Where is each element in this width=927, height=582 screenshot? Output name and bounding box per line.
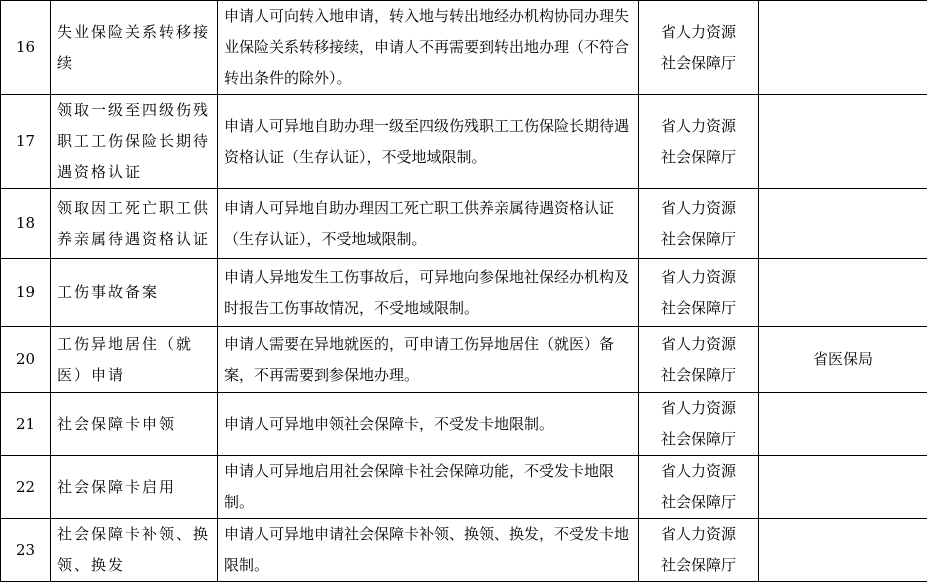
cooperating-agency <box>759 393 927 456</box>
agency-line: 社会保障厅 <box>639 424 758 455</box>
agency-line: 社会保障厅 <box>639 487 758 518</box>
cooperating-agency <box>759 1 927 95</box>
table-row <box>1 456 927 519</box>
item-name: 领取一级至四级伤残职工工伤保险长期待遇资格认证 <box>51 95 218 189</box>
table-row <box>1 519 927 582</box>
responsible-agency <box>639 1 759 95</box>
table-row <box>1 327 927 393</box>
responsible-agency <box>639 456 759 519</box>
table-row <box>1 189 927 259</box>
item-description: 申请人需要在异地就医的，可申请工伤异地居住（就医）备案，不再需要到参保地办理。 <box>218 327 639 393</box>
row-number: 18 <box>1 189 51 259</box>
item-description: 申请人可向转入地申请，转入地与转出地经办机构协同办理失业保险关系转移接续，申请人不再需要到转出地办理（不符合转出条件的除外）。 <box>218 1 639 95</box>
item-name: 社会保障卡启用 <box>51 456 218 519</box>
agency-line: 社会保障厅 <box>639 550 758 581</box>
cooperating-agency <box>759 189 927 259</box>
cooperating-agency: 省医保局 <box>759 327 927 393</box>
row-number: 19 <box>1 259 51 327</box>
item-description: 申请人异地发生工伤事故后，可异地向参保地社保经办机构及时报告工伤事故情况，不受地域限制。 <box>218 259 639 327</box>
agency-line: 省人力资源 <box>639 111 758 142</box>
item-name: 工伤事故备案 <box>51 259 218 327</box>
responsible-agency <box>639 95 759 189</box>
cooperating-agency <box>759 259 927 327</box>
agency-line: 社会保障厅 <box>639 224 758 255</box>
item-name: 工伤异地居住（就医）申请 <box>51 327 218 393</box>
row-number: 17 <box>1 95 51 189</box>
agency-line: 省人力资源 <box>639 393 758 424</box>
row-number: 20 <box>1 327 51 393</box>
item-description: 申请人可异地自助办理因工死亡职工供养亲属待遇资格认证（生存认证），不受地域限制。 <box>218 189 639 259</box>
agency-line: 省人力资源 <box>639 193 758 224</box>
item-description: 申请人可异地申领社会保障卡，不受发卡地限制。 <box>218 393 639 456</box>
row-number: 16 <box>1 1 51 95</box>
cooperating-agency <box>759 95 927 189</box>
responsible-agency <box>639 393 759 456</box>
table-row <box>1 259 927 327</box>
responsible-agency <box>639 327 759 393</box>
agency-line: 省人力资源 <box>639 519 758 550</box>
table-row <box>1 393 927 456</box>
cooperating-agency <box>759 456 927 519</box>
item-name: 失业保险关系转移接续 <box>51 1 218 95</box>
responsible-agency <box>639 519 759 582</box>
row-number: 21 <box>1 393 51 456</box>
row-number: 22 <box>1 456 51 519</box>
cooperating-agency <box>759 519 927 582</box>
item-description: 申请人可异地自助办理一级至四级伤残职工工伤保险长期待遇资格认证（生存认证），不受地域限制。 <box>218 95 639 189</box>
agency-line: 省人力资源 <box>639 329 758 360</box>
item-name: 社会保障卡申领 <box>51 393 218 456</box>
agency-line: 社会保障厅 <box>639 293 758 324</box>
row-number: 23 <box>1 519 51 582</box>
item-name: 领取因工死亡职工供养亲属待遇资格认证 <box>51 189 218 259</box>
agency-line: 省人力资源 <box>639 456 758 487</box>
table-row <box>1 95 927 189</box>
agency-line: 省人力资源 <box>639 262 758 293</box>
agency-line: 社会保障厅 <box>639 360 758 391</box>
responsible-agency <box>639 189 759 259</box>
item-name: 社会保障卡补领、换领、换发 <box>51 519 218 582</box>
agency-line: 省人力资源 <box>639 17 758 48</box>
table-row <box>1 1 927 95</box>
agency-line: 社会保障厅 <box>639 142 758 173</box>
item-description: 申请人可异地申请社会保障卡补领、换领、换发，不受发卡地限制。 <box>218 519 639 582</box>
agency-line: 社会保障厅 <box>639 48 758 79</box>
item-description: 申请人可异地启用社会保障卡社会保障功能，不受发卡地限制。 <box>218 456 639 519</box>
responsible-agency <box>639 259 759 327</box>
